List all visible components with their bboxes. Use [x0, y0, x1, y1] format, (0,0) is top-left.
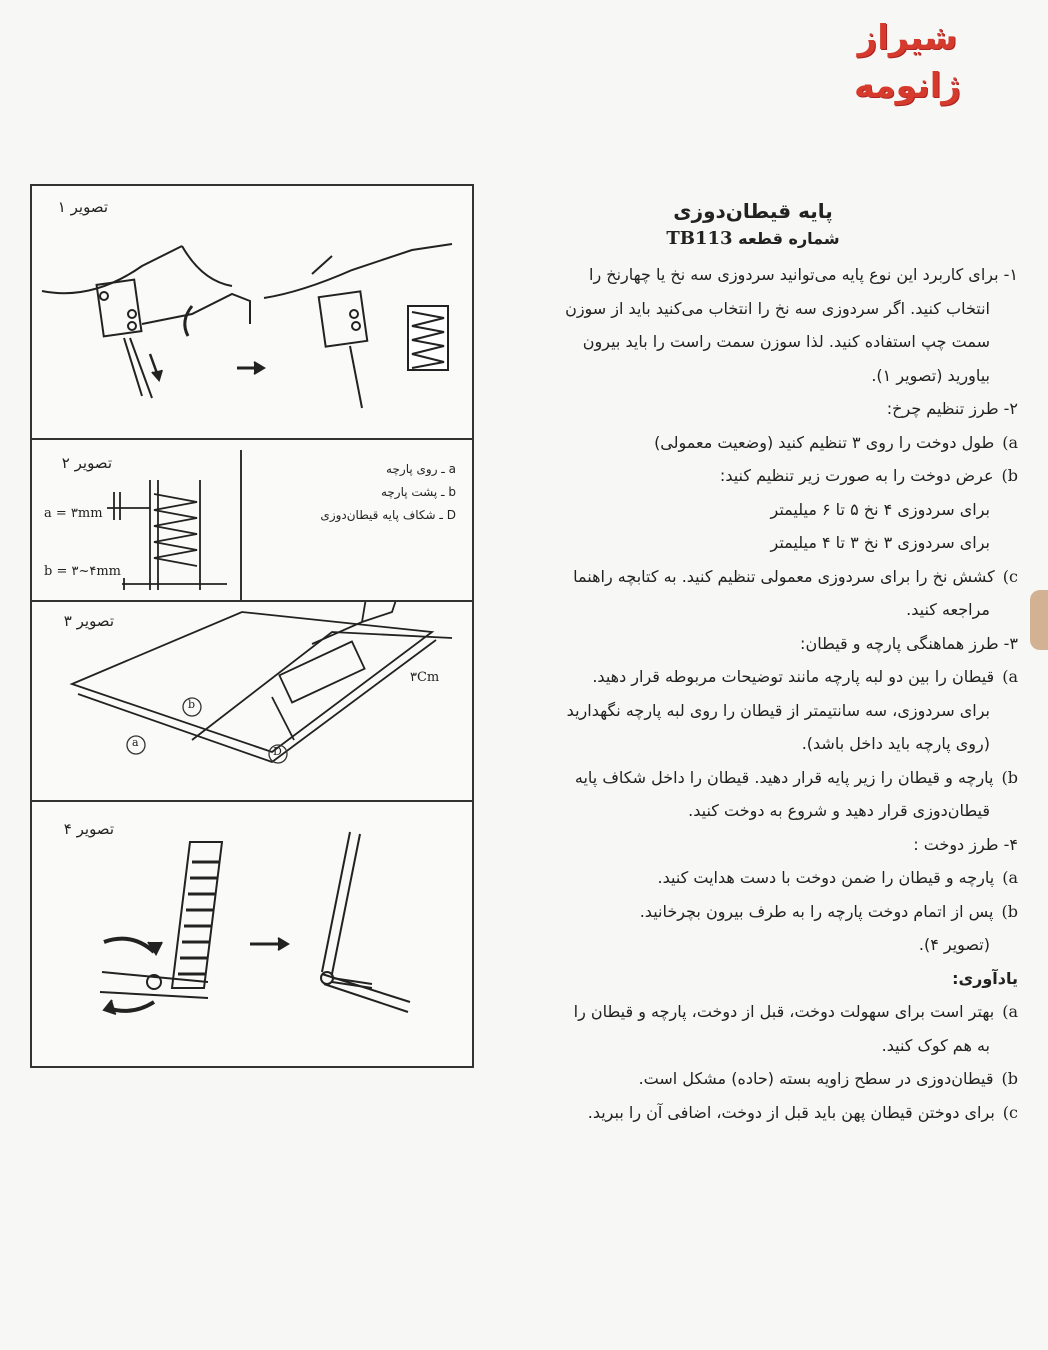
instruction-line [488, 459, 1018, 493]
item-label: a) [1002, 1002, 1018, 1021]
part-number-code: TB113 [666, 228, 733, 249]
legend-item-d: D ـ شکاف پایه قیطان‌دوزی [320, 508, 456, 522]
instruction-text: برای سردوزی ۴ نخ ۵ تا ۶ میلیمتر [770, 499, 990, 519]
measure-3cm: ۳Cm [410, 670, 440, 685]
instruction-line [488, 794, 1018, 828]
instruction-text: پس از اتمام دوخت پارچه را به طرف بیرون بچرخانید. [639, 901, 994, 921]
instruction-line [488, 325, 1018, 359]
instruction-text: برای سردوزی ۳ نخ ۳ تا ۴ میلیمتر [770, 533, 990, 552]
instruction-text: قیطان‌دوزی در سطح زاویه بسته (حاده) مشکل است. [638, 1069, 994, 1088]
item-label: b) [1001, 466, 1018, 485]
figure-1 [32, 186, 472, 440]
item-label: a) [1002, 667, 1018, 686]
item-label: c) [1002, 566, 1018, 586]
legend-item-a: a ـ روی پارچه [386, 462, 456, 476]
instruction-line [488, 392, 1018, 426]
instruction-line [488, 727, 1018, 761]
figure-1-drawing [32, 186, 472, 438]
legend-item-b: b ـ پشت پارچه [380, 485, 456, 499]
instruction-text: سمت چپ استفاده کنید. لذا سوزن سمت راست را باید بیرون [582, 332, 990, 351]
instruction-text: پارچه و قیطان را ضمن دوخت با دست هدایت کنید. [657, 868, 995, 887]
part-number-label: شماره قطعه [738, 229, 840, 248]
instruction-text: (تصویر ۴). [918, 935, 990, 954]
figure-3-drawing [32, 602, 472, 802]
instruction-line [488, 526, 1018, 560]
item-label: a) [1002, 432, 1018, 452]
instruction-text: بیاورید (تصویر ۱). [871, 365, 990, 385]
instruction-text: به هم کوک کنید. [881, 1035, 990, 1055]
callout-d: D [273, 745, 282, 758]
instruction-text: ۲- طرز تنظیم چرخ: [886, 399, 1018, 418]
instruction-text: برای سردوزی، سه سانتیمتر از قیطان را روی لبه پارچه نگهدارید [566, 700, 990, 720]
instruction-line [488, 627, 1018, 661]
item-label: a) [1002, 868, 1018, 887]
figure-divider [240, 450, 242, 600]
instruction-line [488, 593, 1018, 627]
page-edge-shadow [1030, 590, 1048, 650]
instruction-line [488, 560, 1018, 594]
instruction-text: ۴- طرز دوخت : [913, 834, 1018, 854]
instruction-text: یادآوری: [952, 968, 1018, 988]
figure-2-stitch-drawing [32, 440, 242, 600]
instruction-line [488, 1062, 1018, 1096]
instruction-line [488, 493, 1018, 527]
dimension-a: a = ۳mm [44, 506, 103, 521]
instructions-column [488, 190, 1018, 1340]
instruction-text: کشش نخ را برای سردوزی معمولی تنظیم کنید. به کتابچه راهنما [573, 566, 995, 586]
callout-a: a [132, 736, 139, 749]
dimension-b: b = ۳~۴mm [44, 564, 121, 579]
instruction-text: قیطان‌دوزی قرار دهید و شروع به دوخت کنید. [688, 801, 990, 820]
instruction-line [488, 258, 1018, 292]
figure-3 [32, 600, 472, 802]
instruction-text: قیطان را بین دو لبه پارچه مانند توضیحات مربوطه قرار دهید. [592, 667, 995, 686]
callout-b: b [188, 698, 196, 711]
instruction-line [488, 895, 1018, 929]
instruction-line [488, 694, 1018, 728]
instruction-text: ۱- برای کاربرد این نوع پایه می‌توانید سردوزی سه نخ یا چهارنخ را [589, 265, 1018, 284]
figure-2-legend [320, 458, 456, 527]
instruction-lines [488, 258, 1018, 1129]
instruction-line [488, 995, 1018, 1029]
instruction-text: طول دوخت را روی ۳ تنظیم کنید (وضعیت معمولی) [654, 432, 995, 452]
brand-logo: شیراز ژانومه [854, 18, 961, 106]
instruction-line [488, 928, 1018, 962]
item-label: b) [1001, 767, 1018, 787]
instruction-line [488, 426, 1018, 460]
instruction-line [488, 861, 1018, 895]
instruction-line [488, 292, 1018, 326]
figure-4-drawing [32, 802, 472, 1066]
instruction-text: مراجعه کنید. [906, 600, 990, 619]
figure-4 [32, 802, 472, 1068]
instruction-text: برای دوختن قیطان پهن باید قبل از دوخت، اضافی آن را ببرید. [587, 1102, 995, 1122]
figure-1-label: تصویر ۱ [57, 198, 108, 216]
instruction-text: انتخاب کنید. اگر سردوزی سه نخ را انتخاب می‌کنید باید از سوزن [565, 298, 990, 318]
instruction-text: ۳- طرز هماهنگی پارچه و قیطان: [800, 633, 1018, 653]
instruction-text: عرض دوخت را به صورت زیر تنظیم کنید: [719, 466, 994, 485]
illustration-panel [30, 184, 474, 1068]
instruction-line [488, 1029, 1018, 1063]
item-label: b) [1001, 901, 1018, 921]
item-label: c) [1002, 1102, 1018, 1122]
instruction-text: بهتر است برای سهولت دوخت، قبل از دوخت، پارچه و قیطان را [573, 1002, 995, 1021]
figure-2-label: تصویر ۲ [61, 454, 112, 472]
figure-2 [32, 440, 472, 600]
part-number [488, 226, 1018, 252]
instruction-text: (روی پارچه باید داخل باشد). [801, 734, 990, 753]
instruction-line [488, 359, 1018, 393]
item-label: b) [1001, 1069, 1018, 1088]
document-title: پایه قیطان‌دوزی [673, 199, 833, 223]
instruction-line [488, 761, 1018, 795]
figure-3-label: تصویر ۳ [63, 612, 114, 630]
instruction-line [488, 660, 1018, 694]
instruction-line [488, 1096, 1018, 1130]
instruction-line [488, 962, 1018, 996]
instruction-line [488, 828, 1018, 862]
figure-4-label: تصویر ۴ [63, 820, 114, 838]
instruction-text: پارچه و قیطان را زیر پایه قرار دهید. قیطان را داخل شکاف پایه [574, 767, 994, 787]
